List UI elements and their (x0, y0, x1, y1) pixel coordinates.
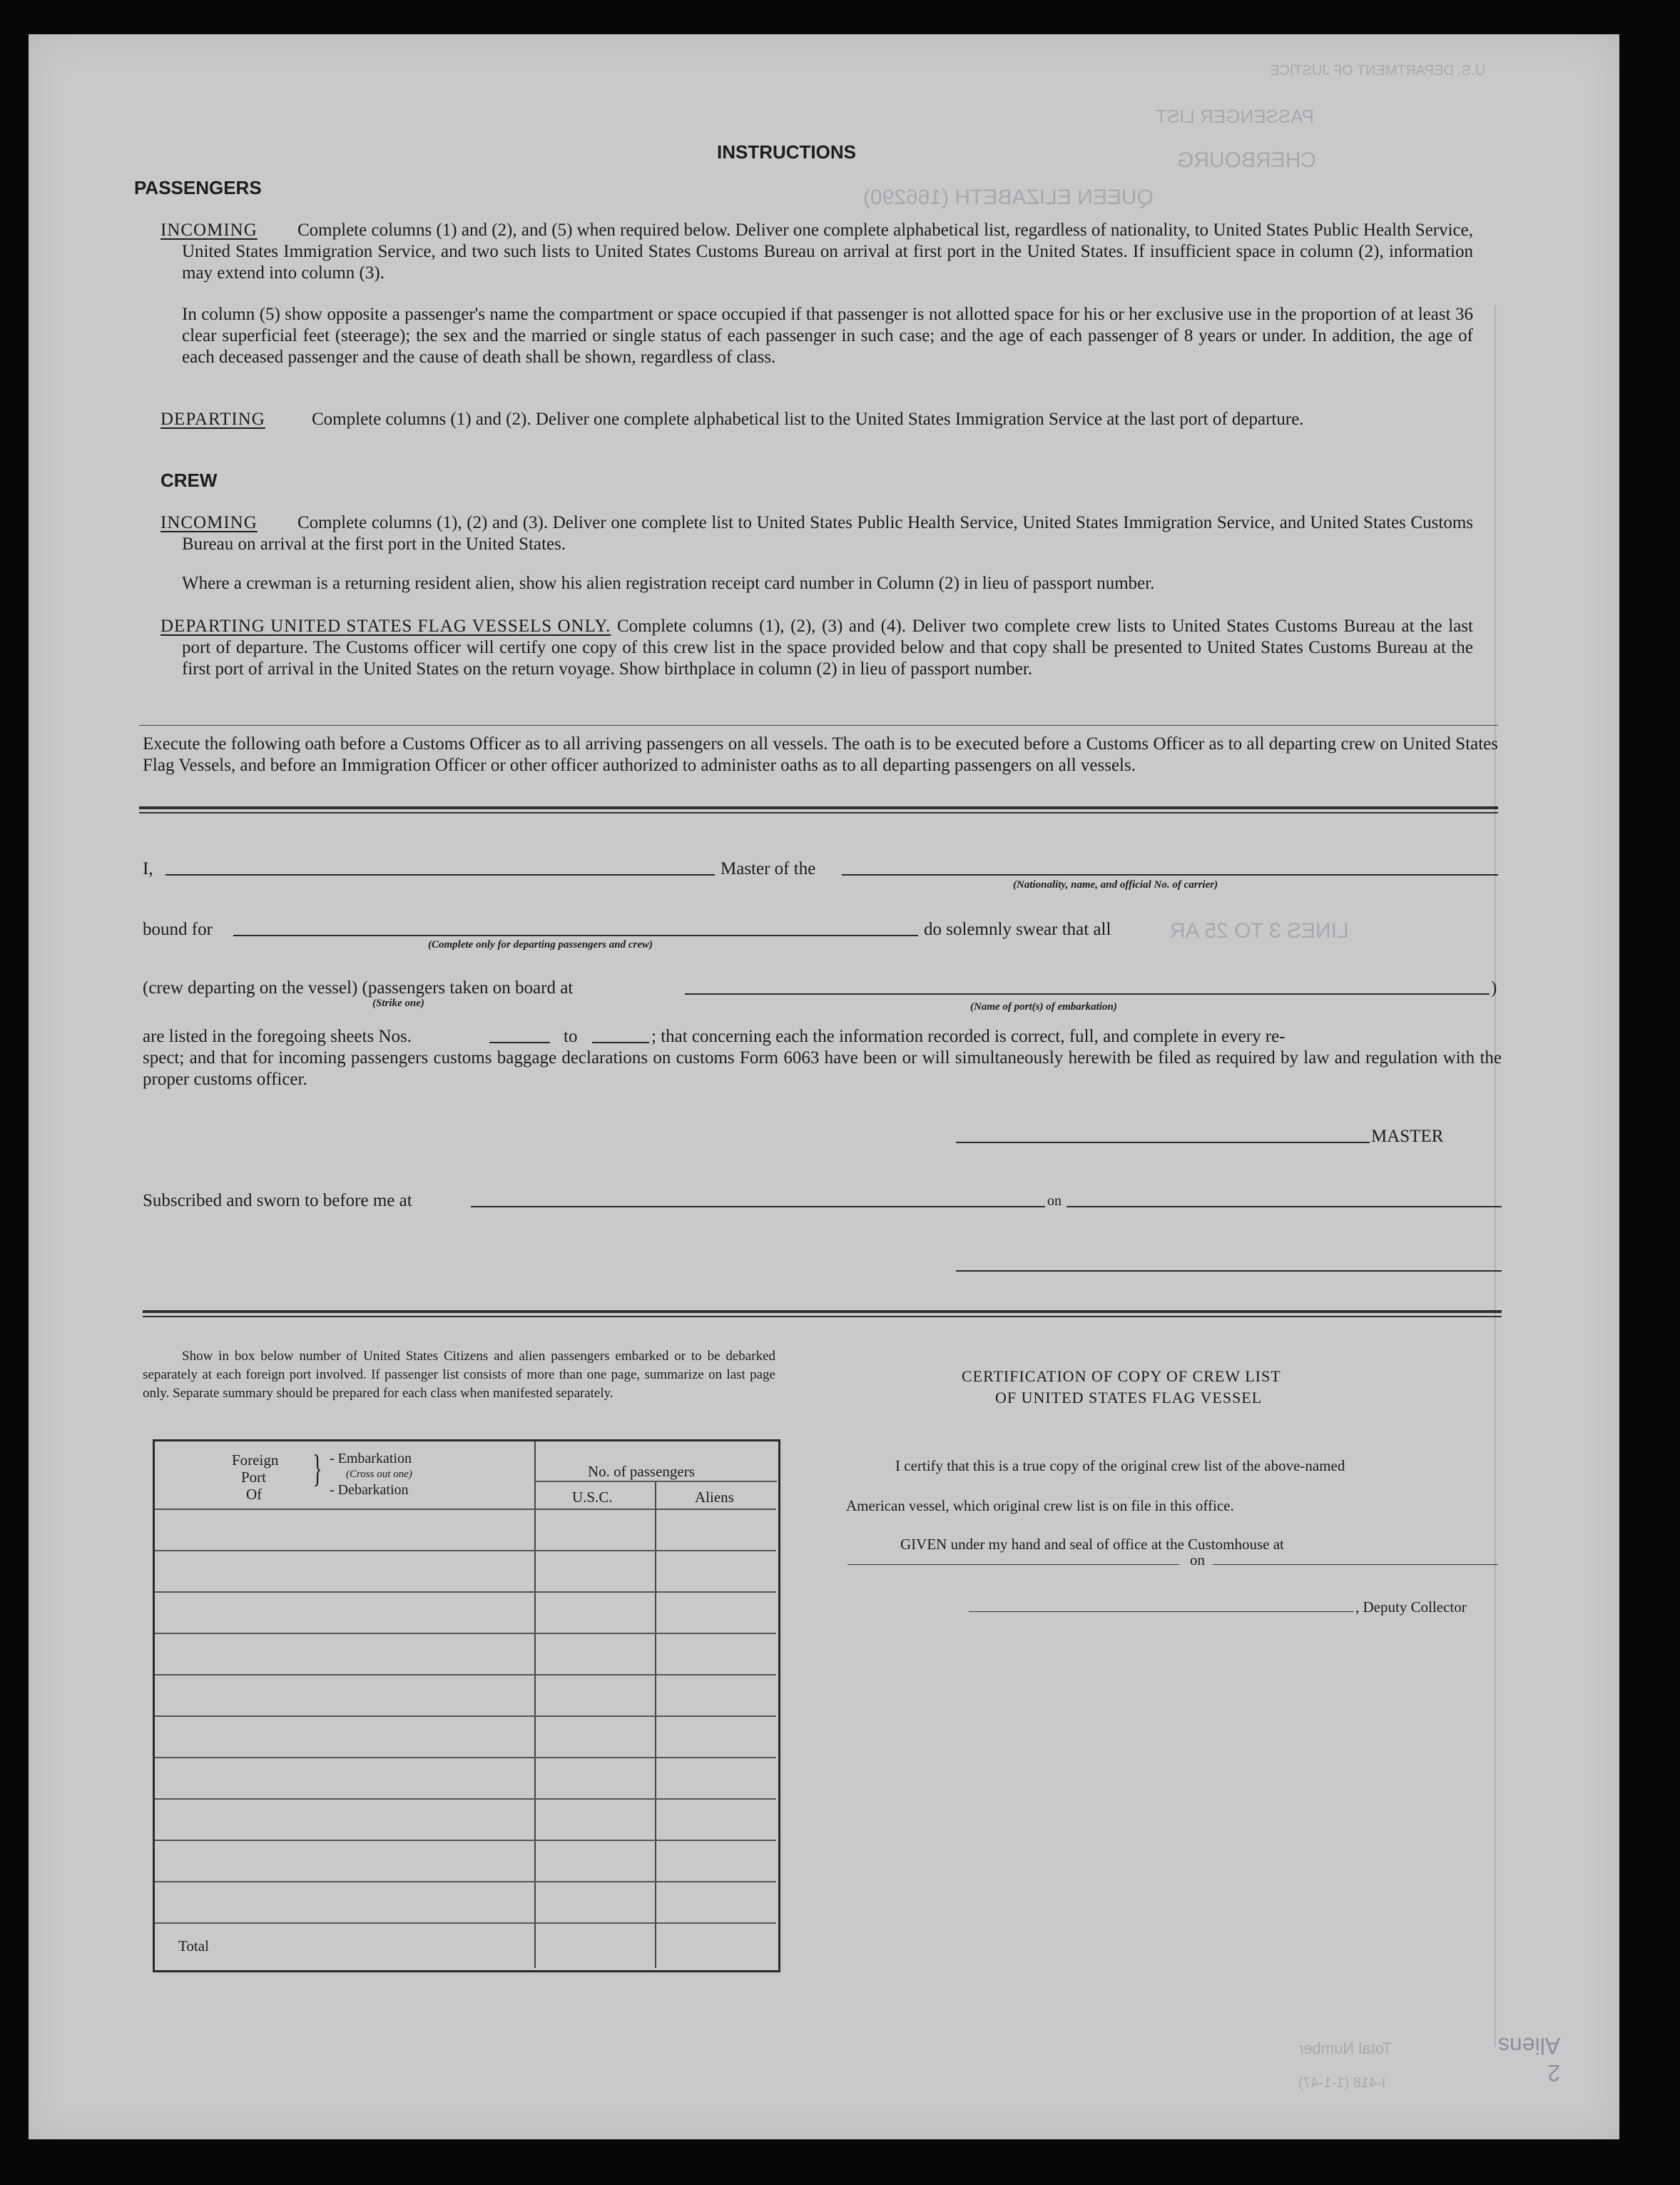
bleed-through-footer: Total Number (1298, 2039, 1392, 2057)
table-row-line (155, 1798, 776, 1800)
master-name-line[interactable] (166, 874, 715, 876)
table-row-line (155, 1591, 776, 1593)
divider-double-4 (143, 1316, 1502, 1317)
table-total-label: Total (178, 1937, 209, 1955)
table-row-line (155, 1633, 776, 1634)
crew-incoming-label: INCOMING (161, 513, 258, 532)
ports-caption: (Name of port(s) of embarkation) (970, 1001, 1117, 1013)
respect-text: spect; and that for incoming passengers customs baggage declarations on customs Form 6063 have been or will simultaneously herewith be filed as required by law and regulation with the proper customs officer. (143, 1048, 1502, 1089)
table-row-line (155, 1674, 776, 1675)
ports-close-paren: ) (1491, 978, 1497, 998)
subscribed-on-label: on (1047, 1193, 1062, 1209)
passengers-incoming-text: Complete columns (1) and (2), and (5) when required below. Deliver one complete alphabetical list, regardless of nationality, to United States Public Health Service, United States Immigration Service, and two such lists to United States Customs Bureau on arrival at first port in the United States. If insufficient space in column (2), information may extend into column (3). (182, 220, 1473, 283)
bleed-through-header: PASSENGER LIST (1156, 106, 1315, 127)
table-row-line (155, 1757, 776, 1758)
certify-text: I certify that this is a true copy of the original crew list of the above-named (895, 1457, 1345, 1474)
crew-incoming-text: Complete columns (1), (2) and (3). Deliver one complete list to United States Public Health Service, United States Immigration Service, and United States Customs Bureau on arrival at the first port in the United States. (182, 513, 1473, 554)
instructions-title: INSTRUCTIONS (717, 141, 856, 163)
strike-one-caption: (Strike one) (372, 998, 424, 1009)
embarkation-label: - Embarkation (330, 1451, 412, 1466)
cert-place-line[interactable] (847, 1564, 1179, 1565)
carrier-caption: (Nationality, name, and official No. of carrier) (1013, 879, 1218, 891)
bound-for-line[interactable] (233, 935, 918, 936)
bleed-through-form-no: I-418 (1-1-47) (1298, 2075, 1386, 2091)
bleed-through-aliens: 2 Aliens (1498, 2033, 1561, 2086)
fold-line (1495, 305, 1496, 2047)
listed-sheets-text: ; that concerning each the information recorded is correct, full, and complete in every re- (651, 1027, 1286, 1046)
divider-double-3 (143, 1310, 1502, 1313)
subscribed-label: Subscribed and sworn to before me at (143, 1191, 412, 1210)
divider-double-2 (139, 812, 1498, 813)
table-header-bottom (155, 1509, 776, 1510)
brace-icon: } (312, 1447, 322, 1490)
table-col-divider-1 (534, 1441, 536, 1968)
passengers-departing-label: DEPARTING (161, 410, 265, 429)
table-row-line (155, 1550, 776, 1551)
divider-top (139, 725, 1498, 726)
bleed-through-stamp: U.S. DEPARTMENT OF JUSTICE (1270, 63, 1486, 78)
crew-departing-label: DEPARTING UNITED STATES FLAG VESSELS ONLY. (161, 617, 611, 636)
foreign-port-of-1: Foreign (232, 1451, 279, 1469)
sheet-to-line[interactable] (592, 1042, 649, 1043)
master-of-the-label: Master of the (721, 859, 816, 878)
foreign-port-of-3: Of (246, 1486, 263, 1503)
summary-instructions: Show in box below number of United States Citizens and alien passengers embarked or to be debarked separately at each foreign port involved. If passenger list consists of more than one page, summarize on last page only. Separate summary should be prepared for each class when manifested separately. (143, 1349, 775, 1401)
crew-departing-label-oath: (crew departing on the vessel) (passengers taken on board at (143, 978, 574, 998)
certification-title-2: OF UNITED STATES FLAG VESSEL (995, 1389, 1263, 1406)
table-row-line (155, 1715, 776, 1717)
master-label: MASTER (1371, 1127, 1444, 1146)
passengers-departing-text: Complete columns (1) and (2). Deliver one complete alphabetical list to the United States Immigration Service at the last port of departure. (312, 410, 1304, 429)
foreign-port-of-2: Port (241, 1469, 267, 1486)
aliens-header: Aliens (695, 1489, 734, 1506)
table-row-line (155, 1922, 776, 1924)
bleed-through-vessel: QUEEN ELIZABETH (166290) (863, 186, 1154, 209)
crew-resident-text: Where a crewman is a returning resident alien, show his alien registration receipt card number in Column (2) in lieu of passport number. (182, 574, 1155, 593)
table-row-line (155, 1840, 776, 1841)
crew-departing-text: Complete columns (1), (2), (3) and (4). Deliver two complete crew lists to United States Customs Bureau at the last port of departure. The Customs officer will certify one copy of this crew list in the space provided below and that copy shall be presented to United States Customs Bureau at the first port of arrival in the United States on the return voyage. Show birthplace in column (2) in lieu of passport number. (182, 617, 1473, 679)
bleed-through-lines: LINES 3 TO 25 AR (1170, 919, 1349, 943)
passengers-incoming-label: INCOMING (161, 220, 258, 240)
cert-on-label: on (1190, 1551, 1205, 1568)
subscribed-place-line[interactable] (471, 1206, 1045, 1207)
listed-to-label: to (564, 1027, 578, 1046)
table-row-line (155, 1881, 776, 1882)
usc-header: U.S.C. (572, 1489, 613, 1506)
oath-intro: Execute the following oath before a Customs Officer as to all arriving passengers on all vessels. The oath is to be executed before a Customs Officer as to all departing crew on United States Flag Vessels, and before an Immigration Officer or other officer authorized to administer oaths as to all departing passengers on all vessels. (143, 734, 1498, 775)
oath-i-label: I, (143, 859, 153, 878)
crew-heading: CREW (161, 470, 218, 491)
officer-signature-line[interactable] (956, 1270, 1502, 1272)
given-text: GIVEN under my hand and seal of office at the Customhouse at (900, 1536, 1284, 1553)
certification-title-1: CERTIFICATION OF COPY OF CREW LIST (962, 1367, 1281, 1385)
no-passengers-header: No. of passengers (588, 1463, 695, 1480)
deputy-signature-line[interactable] (969, 1611, 1354, 1612)
table-header-split (536, 1481, 777, 1482)
bleed-through-port: CHERBOURG (1177, 148, 1317, 172)
listed-sheets-label: are listed in the foregoing sheets Nos. (143, 1027, 412, 1046)
bound-for-label: bound for (143, 920, 213, 939)
carrier-line[interactable] (842, 874, 1498, 876)
bound-for-caption: (Complete only for departing passengers and crew) (428, 939, 653, 950)
cross-out-label: (Cross out one) (346, 1469, 412, 1480)
subscribed-date-line[interactable] (1066, 1206, 1502, 1207)
summary-table (153, 1439, 780, 1972)
sheet-from-line[interactable] (489, 1042, 550, 1043)
ports-line[interactable] (685, 993, 1490, 995)
table-col-divider-2 (655, 1481, 656, 1968)
passengers-heading: PASSENGERS (134, 177, 262, 198)
swear-label: do solemnly swear that all (924, 920, 1111, 939)
passengers-column5-text: In column (5) show opposite a passenger's name the compartment or space occupied if that passenger is not allotted space for his or her exclusive use in the proportion of at least 36 clear superficial feet (steerage); the sex and the married or single status of each passenger in such case; and the age of each passenger of 8 years or under. In addition, the age of each deceased passenger and the cause of death shall be shown, regardless of class. (182, 305, 1473, 367)
deputy-collector-label: , Deputy Collector (1355, 1598, 1467, 1616)
vessel-text: American vessel, which original crew list is on file in this office. (846, 1497, 1234, 1514)
master-signature-line[interactable] (956, 1142, 1370, 1143)
divider-double-1 (139, 806, 1498, 809)
cert-date-line[interactable] (1213, 1564, 1498, 1565)
document-page (29, 34, 1619, 2139)
debarkation-label: - Debarkation (330, 1482, 409, 1498)
